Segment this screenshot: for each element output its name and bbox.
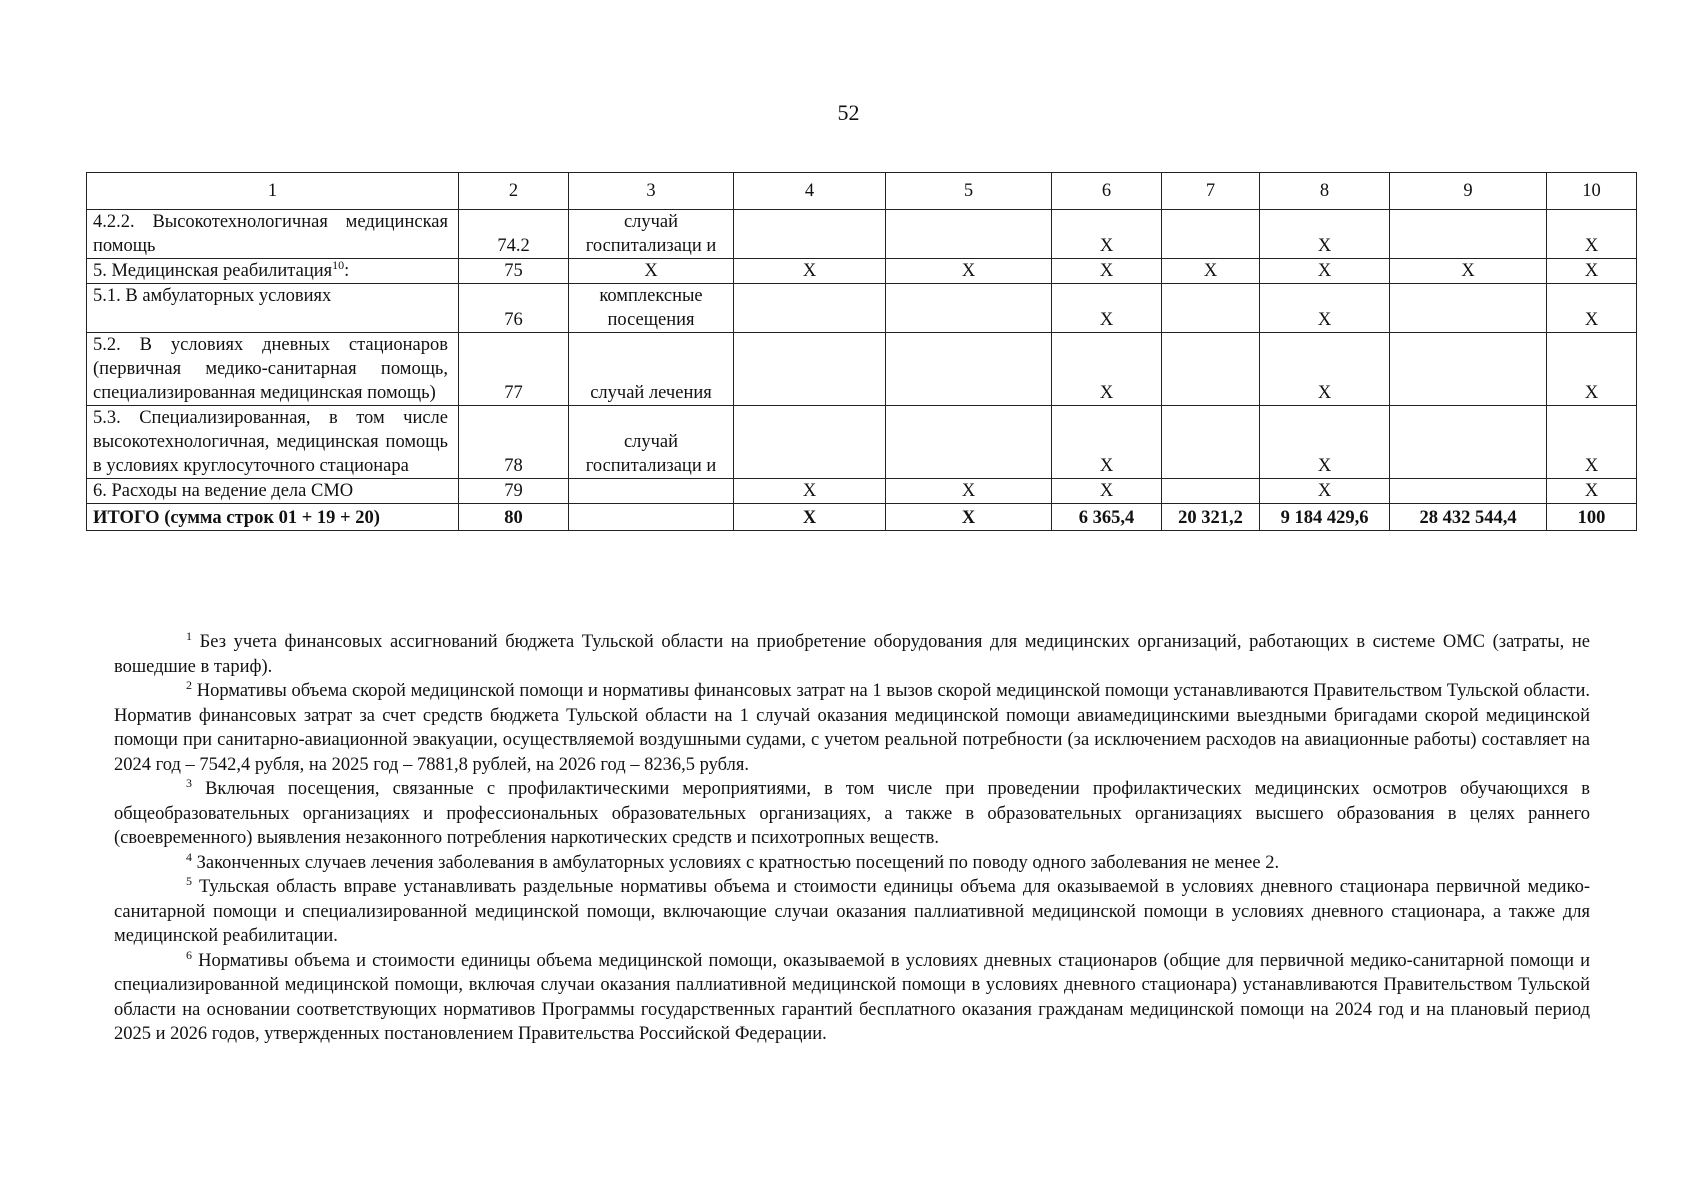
column-header: 8 [1260, 173, 1390, 210]
column-header: 5 [886, 173, 1052, 210]
table-cell: 78 [459, 406, 569, 479]
table-cell [886, 406, 1052, 479]
table-cell: случай лечения [569, 333, 734, 406]
table-cell [734, 210, 886, 259]
column-header: 2 [459, 173, 569, 210]
row-name-cell [87, 284, 459, 333]
row-name: 5.2. В условиях дневных стационаров (первичная медико-санитарная помощь, специализированная медицинская помощь) [93, 335, 448, 403]
row-name-cell [87, 259, 459, 284]
table-cell: X [1260, 333, 1390, 406]
column-header: 6 [1052, 173, 1162, 210]
total-cell: 80 [459, 504, 569, 531]
table-cell [886, 284, 1052, 333]
row-name: 5.3. Специализированная, в том числе высокотехнологичная, медицинская помощь в условиях круглосуточного стационара [93, 408, 448, 476]
total-cell: 6 365,4 [1052, 504, 1162, 531]
table-row [87, 259, 1637, 284]
table-cell [569, 479, 734, 504]
total-cell: 20 321,2 [1162, 504, 1260, 531]
row-name-cell [87, 406, 459, 479]
table-cell: X [886, 479, 1052, 504]
row-name-suffix: : [344, 261, 350, 281]
column-header: 3 [569, 173, 734, 210]
table-cell [1162, 406, 1260, 479]
table-cell: X [1260, 406, 1390, 479]
table-cell [886, 210, 1052, 259]
table-cell: X [1162, 259, 1260, 284]
footnote [114, 949, 1590, 1047]
column-header: 7 [1162, 173, 1260, 210]
total-cell: 28 432 544,4 [1390, 504, 1547, 531]
total-cell: 100 [1547, 504, 1637, 531]
row-name: 5. Медицинская реабилитация [93, 261, 333, 281]
table-cell: 75 [459, 259, 569, 284]
table-cell [886, 333, 1052, 406]
total-cell: 9 184 429,6 [1260, 504, 1390, 531]
table-cell: 76 [459, 284, 569, 333]
footnote [114, 679, 1590, 777]
footnote-number: 6 [186, 947, 192, 962]
table-cell: X [1260, 210, 1390, 259]
table-cell: X [1547, 479, 1637, 504]
table-cell: X [1052, 210, 1162, 259]
total-label: ИТОГО (сумма строк 01 + 19 + 20) [87, 504, 459, 531]
table-cell [734, 284, 886, 333]
table-cell: X [734, 259, 886, 284]
table-cell [734, 333, 886, 406]
table-cell: X [1052, 259, 1162, 284]
table-cell [734, 406, 886, 479]
total-cell: X [886, 504, 1052, 531]
footnote-number: 2 [186, 677, 192, 692]
table-cell: X [1052, 479, 1162, 504]
table-row [87, 406, 1637, 479]
table-cell: X [1052, 333, 1162, 406]
table-cell: X [886, 259, 1052, 284]
table-cell [1390, 479, 1547, 504]
table-cell [1162, 210, 1260, 259]
table-cell [1162, 284, 1260, 333]
table-cell: X [1547, 210, 1637, 259]
column-header: 4 [734, 173, 886, 210]
total-cell [569, 504, 734, 531]
row-name-cell [87, 479, 459, 504]
footnote-number: 1 [186, 628, 192, 643]
column-header: 1 [87, 173, 459, 210]
table-row [87, 333, 1637, 406]
row-name: 6. Расходы на ведение дела СМО [93, 481, 354, 501]
row-name: 4.2.2. Высокотехнологичная медицинская помощь [93, 212, 448, 256]
footnotes [114, 630, 1590, 1047]
table-cell [1390, 284, 1547, 333]
page-number: 52 [837, 100, 860, 125]
table-cell: X [1052, 284, 1162, 333]
total-row [87, 504, 1637, 531]
table-cell: X [1547, 406, 1637, 479]
table-cell: X [1390, 259, 1547, 284]
footnote-text: Нормативы объема и стоимости единицы объема медицинской помощи, оказываемой в условиях дневных стационаров (общие для первичной медико-санитарной помощи и специализированной медицинской помощи, включая случаи оказания паллиативной медицинской помощи в условиях дневного стационара) устанавливаются Правительством Тульской области на основании соответствующих нормативов Программы государственных гарантий бесплатного оказания гражданам медицинской помощи на 2024 год и на плановый период 2025 и 2026 годов, утвержденных постановлением Правительства Российской Федерации. [114, 950, 1590, 1044]
table-header-row [87, 173, 1637, 210]
table-cell: 74.2 [459, 210, 569, 259]
table-cell: комплексные посещения [569, 284, 734, 333]
data-table [86, 172, 1637, 531]
footnote-number: 3 [186, 775, 192, 790]
row-name: 5.1. В амбулаторных условиях [93, 286, 332, 306]
table-row [87, 479, 1637, 504]
table-cell: X [569, 259, 734, 284]
table-cell [1162, 479, 1260, 504]
row-name-cell [87, 210, 459, 259]
footnote [114, 777, 1590, 851]
table-cell: X [1052, 406, 1162, 479]
table-cell: X [1547, 284, 1637, 333]
table-row [87, 210, 1637, 259]
table-cell [1390, 210, 1547, 259]
table-cell [1390, 333, 1547, 406]
column-header: 10 [1547, 173, 1637, 210]
footnote-text: Включая посещения, связанные с профилактическими мероприятиями, в том числе при проведении профилактических медицинских осмотров обучающихся в общеобразовательных организациях и профессиональных образовательных организациях, а также в образовательных организациях высшего образования в целях раннего (своевременного) выявления незаконного потребления наркотических средств и психотропных веществ. [114, 779, 1590, 848]
table-cell: случай госпитализаци и [569, 406, 734, 479]
table-cell: случай госпитализаци и [569, 210, 734, 259]
table-row [87, 284, 1637, 333]
footnote-text: Нормативы объема скорой медицинской помощи и нормативы финансовых затрат на 1 вызов скорой медицинской помощи устанавливаются Правительством Тульской области. Норматив финансовых затрат за счет средств бюджета Тульской области на 1 случай оказания медицинской помощи авиамедицинскими выездными бригадами скорой медицинской помощи при санитарно-авиационной эвакуации, осуществляемой воздушными судами, с учетом реальной потребности (за исключением расходов на авиационные работы) составляет на 2024 год – 7542,4 рубля, на 2025 год – 7881,8 рублей, на 2026 год – 8236,5 рубля. [114, 681, 1590, 775]
table-cell: X [1260, 259, 1390, 284]
table-cell: X [1547, 259, 1637, 284]
table-cell: X [1260, 284, 1390, 333]
table-cell [1390, 406, 1547, 479]
footnote-number: 5 [186, 873, 192, 888]
row-name-cell [87, 333, 459, 406]
table-cell [1162, 333, 1260, 406]
footnote-number: 4 [186, 849, 192, 864]
table-cell: X [1260, 479, 1390, 504]
footnote-ref: 10 [332, 257, 345, 272]
footnote [114, 875, 1590, 949]
table-cell: 79 [459, 479, 569, 504]
footnote [114, 630, 1590, 679]
footnote [114, 851, 1590, 876]
footnote-text: Тульская область вправе устанавливать раздельные нормативы объема и стоимости единицы объема для оказываемой в условиях дневного стационара первичной медико-санитарной помощи и специализированной медицинской помощи, включающие случаи оказания паллиативной медицинской помощи в условиях дневного стационара, а также для медицинской реабилитации. [114, 877, 1590, 946]
total-cell: X [734, 504, 886, 531]
table-cell: X [1547, 333, 1637, 406]
footnote-text: Законченных случаев лечения заболевания в амбулаторных условиях с кратностью посещений по поводу одного заболевания не менее 2. [196, 852, 1280, 873]
footnote-text: Без учета финансовых ассигнований бюджета Тульской области на приобретение оборудования для медицинских организаций, работающих в системе ОМС (затраты, не вошедшие в тариф). [114, 632, 1591, 677]
table-cell: X [734, 479, 886, 504]
column-header: 9 [1390, 173, 1547, 210]
table-cell: 77 [459, 333, 569, 406]
